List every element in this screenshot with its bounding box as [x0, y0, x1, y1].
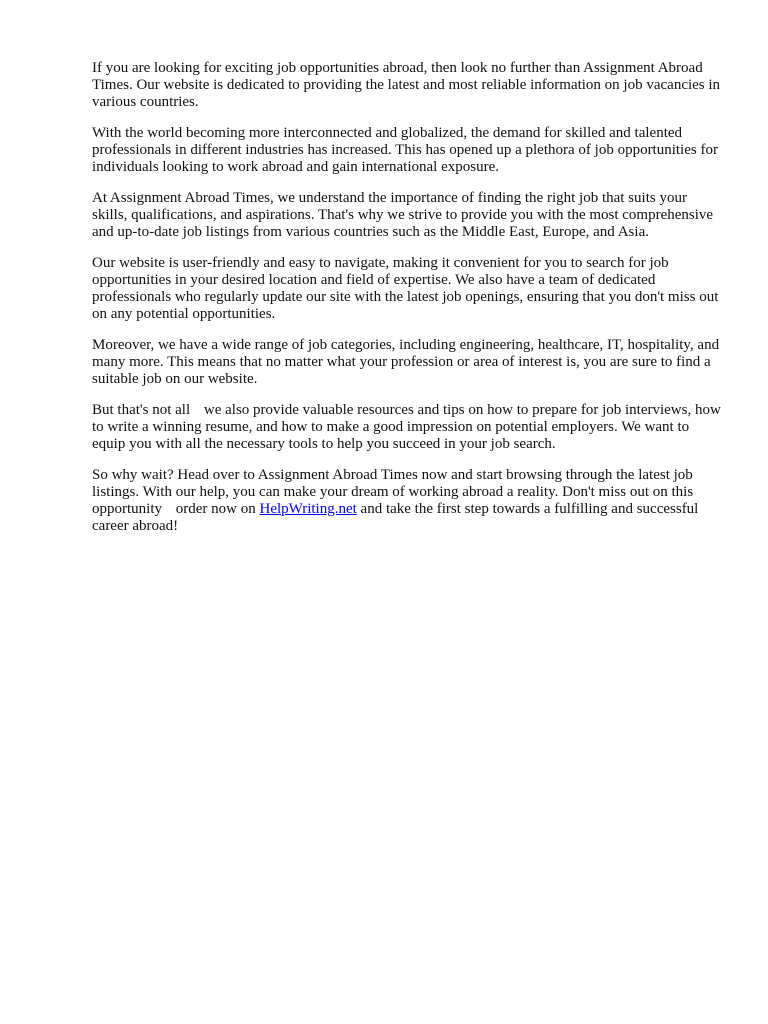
paragraph-call-to-action: [92, 467, 724, 535]
cta-part3: and take the first step towards a fulfilling and successful career abroad!: [92, 501, 699, 534]
helpwriting-link[interactable]: HelpWriting.net: [259, 501, 357, 517]
cta-part2: order now on: [175, 501, 256, 517]
paragraph-resources-part2: we also provide valuable resources and tips on how to prepare for job interviews, how to write a winning resume, and how to make a good impression on potential employers. We want to equip you with all the necessary tools to help you succeed in your job search.: [92, 402, 721, 452]
document-body: [92, 60, 724, 549]
cta-part1: So why wait? Head over to Assignment Abroad Times now and start browsing through the latest job listings. With our help, you can make your dream of working abroad a reality. Don't miss out on this opportunity: [92, 467, 694, 517]
paragraph-categories: Moreover, we have a wide range of job categories, including engineering, healthcare, IT, hospitality, and many more. This means that no matter what your profession or area of interest is, you are sure to find a suitable job on our website.: [92, 337, 720, 387]
paragraph-resources-part1: But that's not all: [92, 402, 191, 418]
paragraph-about: At Assignment Abroad Times, we understand the importance of finding the right job that suits your skills, qualifications, and aspirations. That's why we strive to provide you with the most comprehensive and up-to-date job listings from various countries such as the Middle East, Europe, and Asia.: [92, 190, 714, 240]
paragraph-globalization: With the world becoming more interconnected and globalized, the demand for skilled and talented professionals in different industries has increased. This has opened up a plethora of job opportunities for individuals looking to work abroad and gain international exposure.: [92, 125, 718, 175]
paragraph-resources: [92, 402, 724, 453]
paragraph-intro: If you are looking for exciting job opportunities abroad, then look no further than Assignment Abroad Times. Our website is dedicated to providing the latest and most reliable information on job vacancies in various countries.: [92, 60, 721, 110]
paragraph-website: Our website is user-friendly and easy to navigate, making it convenient for you to search for job opportunities in your desired location and field of expertise. We also have a team of dedicated professionals who regularly update our site with the latest job openings, ensuring that you don't miss out on any potential opportunities.: [92, 255, 719, 322]
